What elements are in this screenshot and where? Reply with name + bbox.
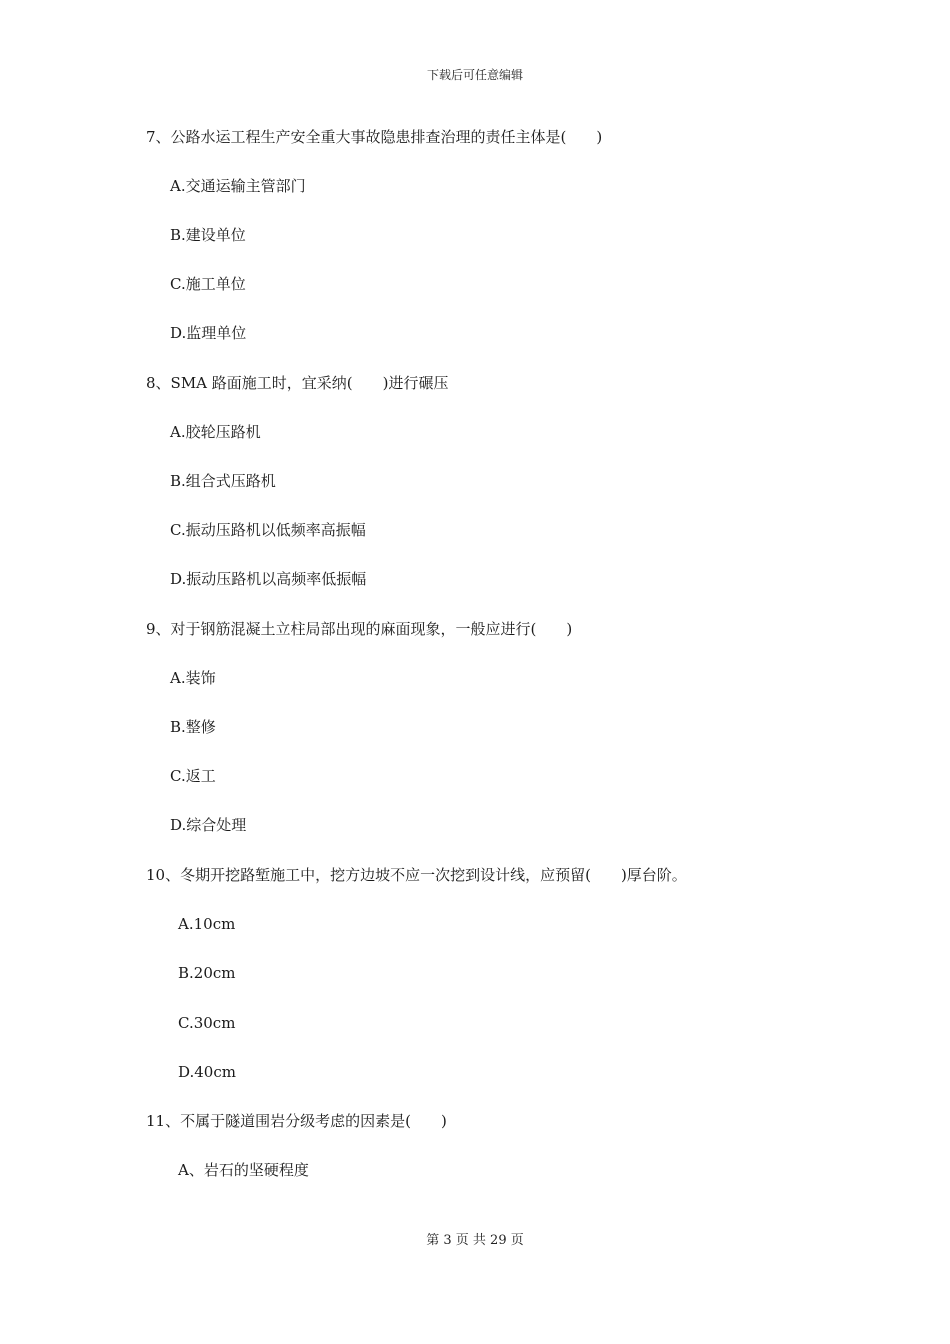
question-8-option-a: A.胶轮压路机 — [170, 423, 261, 441]
question-11-option-a: A、岩石的坚硬程度 — [178, 1161, 309, 1179]
question-9-option-a: A.装饰 — [170, 669, 216, 687]
question-8-option-c: C.振动压路机以低频率高振幅 — [170, 521, 366, 539]
question-10-option-d: D.40cm — [178, 1063, 236, 1081]
question-7-option-b: B.建设单位 — [170, 226, 246, 244]
question-10-stem: 10、冬期开挖路堑施工中，挖方边坡不应一次挖到设计线，应预留( )厚台阶。 — [146, 866, 687, 884]
question-10-option-a: A.10cm — [178, 915, 236, 933]
question-7-option-c: C.施工单位 — [170, 275, 246, 293]
question-10-option-b: B.20cm — [178, 964, 236, 982]
question-7-option-a: A.交通运输主管部门 — [170, 177, 306, 195]
question-9-option-b: B.整修 — [170, 718, 216, 736]
question-9-option-c: C.返工 — [170, 767, 216, 785]
question-7-option-d: D.监理单位 — [170, 324, 247, 342]
question-9-stem: 9、对于钢筋混凝土立柱局部出现的麻面现象，一般应进行( ) — [146, 620, 573, 638]
page-footer: 第 3 页 共 29 页 — [426, 1233, 524, 1248]
question-8-option-d: D.振动压路机以高频率低振幅 — [170, 570, 367, 588]
question-7-stem: 7、公路水运工程生产安全重大事故隐患排查治理的责任主体是( ) — [146, 128, 603, 146]
question-11-stem: 11、不属于隧道围岩分级考虑的因素是( ) — [146, 1112, 447, 1130]
question-10-option-c: C.30cm — [178, 1014, 236, 1032]
page-header: 下载后可任意编辑 — [426, 68, 523, 82]
question-8-stem: 8、SMA 路面施工时，宜采纳( )进行碾压 — [146, 374, 449, 392]
question-9-option-d: D.综合处理 — [170, 816, 247, 834]
question-8-option-b: B.组合式压路机 — [170, 472, 276, 490]
